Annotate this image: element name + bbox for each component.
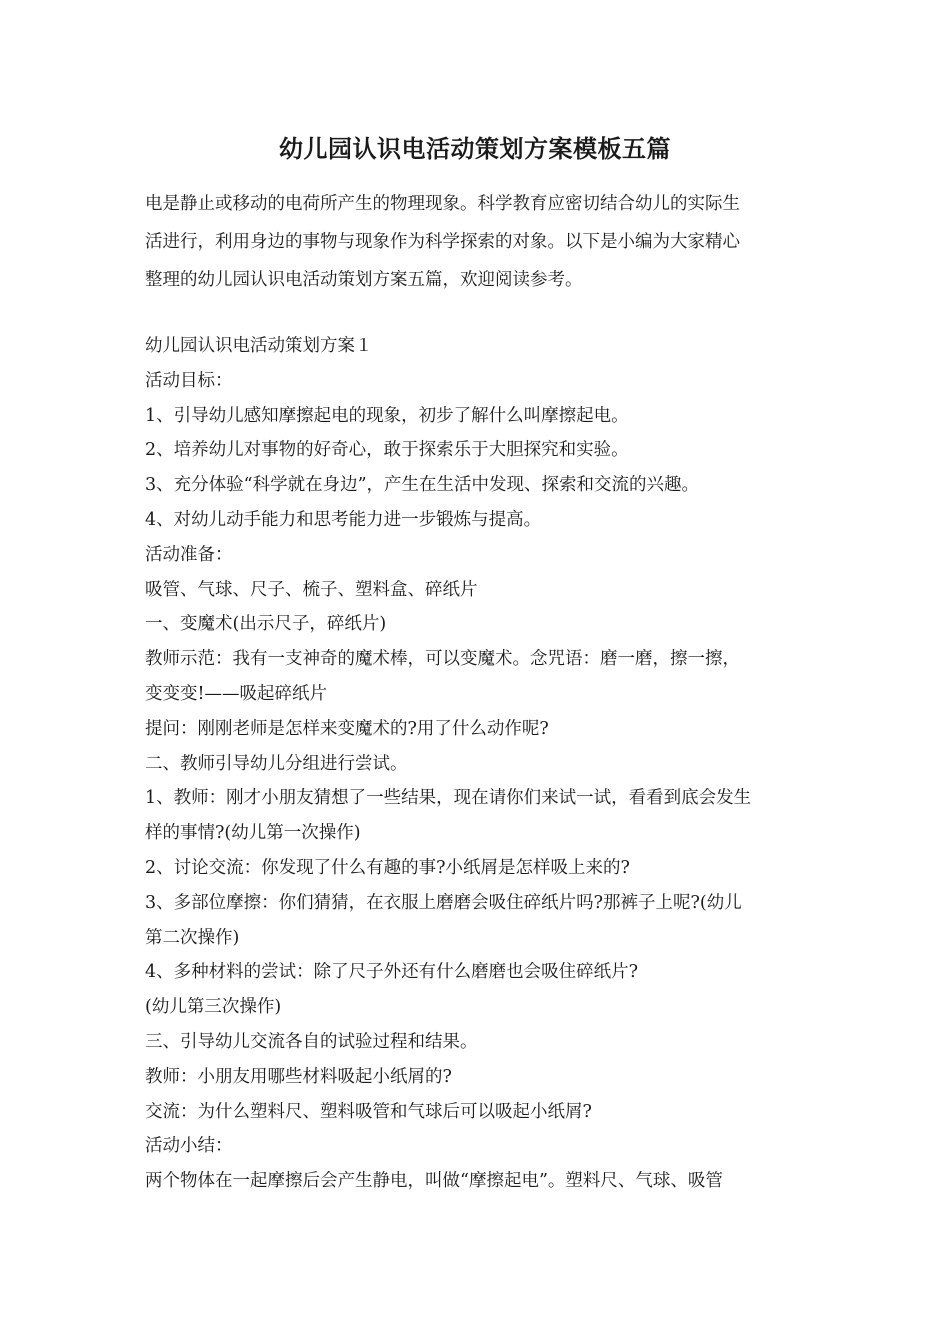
intro-line: 电是静止或移动的电荷所产生的物理现象。科学教育应密切结合幼儿的实际生 xyxy=(145,194,740,214)
body-line: 2、讨论交流：你发现了什么有趣的事?小纸屑是怎样吸上来的? xyxy=(145,857,630,878)
body-line: 变变变!——吸起碎纸片 xyxy=(145,683,328,704)
body-line: 1、教师：刚才小朋友猜想了一些结果，现在请你们来试一试，看看到底会发生 xyxy=(145,788,752,809)
body-line: 二、教师引导幼儿分组进行尝试。 xyxy=(145,753,408,774)
body-line: (幼儿第三次操作) xyxy=(145,997,282,1018)
body-line: 4、对幼儿动手能力和思考能力进一步锻炼与提高。 xyxy=(145,509,542,530)
body-line: 教师：小朋友用哪些材料吸起小纸屑的? xyxy=(145,1066,452,1087)
body-line: 2、培养幼儿对事物的好奇心，敢于探索乐于大胆探究和实验。 xyxy=(145,440,629,461)
body-line: 3、充分体验“科学就在身边”，产生在生活中发现、探索和交流的兴趣。 xyxy=(145,475,700,496)
intro-line: 活进行，利用身边的事物与现象作为科学探索的对象。以下是小编为大家精心 xyxy=(145,232,740,252)
intro-line: 整理的幼儿园认识电活动策划方案五篇，欢迎阅读参考。 xyxy=(145,270,583,290)
body-line: 一、变魔术(出示尺子，碎纸片) xyxy=(145,614,387,635)
document-title: 幼儿园认识电活动策划方案模板五篇 xyxy=(279,134,671,163)
body-line: 活动准备： xyxy=(145,544,233,565)
body-line: 三、引导幼儿交流各自的试验过程和结果。 xyxy=(145,1031,478,1052)
body-line: 4、多种材料的尝试：除了尺子外还有什么磨磨也会吸住碎纸片? xyxy=(145,962,639,983)
body-line: 1、引导幼儿感知摩擦起电的现象，初步了解什么叫摩擦起电。 xyxy=(145,405,629,426)
body-line: 活动小结： xyxy=(145,1136,233,1157)
body-line: 吸管、气球、尺子、梳子、塑料盒、碎纸片 xyxy=(145,579,478,600)
body-line: 提问：刚刚老师是怎样来变魔术的?用了什么动作呢? xyxy=(145,718,549,739)
body-line: 3、多部位摩擦：你们猜猜，在衣服上磨磨会吸住碎纸片吗?那裤子上呢?(幼儿 xyxy=(145,892,742,913)
body-line: 样的事情?(幼儿第一次操作) xyxy=(145,823,361,844)
section-heading: 幼儿园认识电活动策划方案１ xyxy=(145,336,373,356)
body-line: 教师示范：我有一支神奇的魔术棒，可以变魔术。念咒语：磨一磨，擦一擦， xyxy=(145,649,740,670)
body-line: 两个物体在一起摩擦后会产生静电，叫做“摩擦起电”。塑料尺、气球、吸管 xyxy=(145,1171,723,1192)
body-line: 活动目标： xyxy=(145,370,233,391)
intro-paragraph xyxy=(145,185,815,299)
body-line: 交流：为什么塑料尺、塑料吸管和气球后可以吸起小纸屑? xyxy=(145,1101,592,1122)
body-line: 第二次操作) xyxy=(145,927,240,948)
document-body xyxy=(145,329,825,1199)
